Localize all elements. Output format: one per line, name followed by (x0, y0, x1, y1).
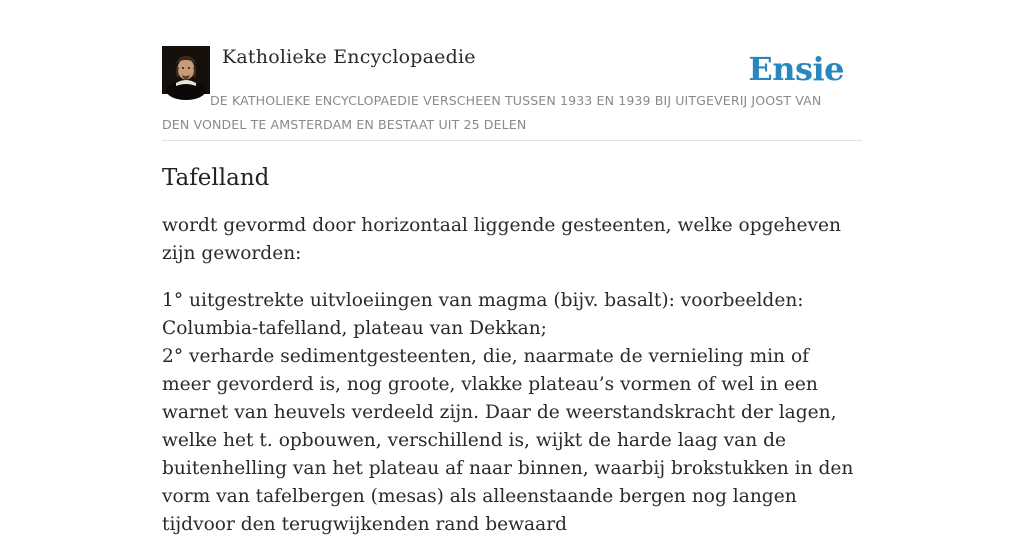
point-2: 2° verharde sedimentgesteenten, die, naarmate de vernieling min of meer gevorderd is, nog groote, vlakke plateau’s vormen of wel in een warnet van heuvels verdeeld zijn. Daar de weerstandskracht der lagen, welke het t. opbouwen, verschillend is, wijkt de harde laag van de buitenhelling van het plateau af naar binnen, waarbij brokstukken in den vorm van tafelbergen (mesas) als alleenstaande bergen nog langen tijdvoor den terugwijkenden rand bewaard (162, 346, 854, 535)
avatar[interactable] (162, 46, 210, 94)
site-description: DE KATHOLIEKE ENCYCLOPAEDIE VERSCHEEN TUSSEN 1933 EN 1939 BIJ UITGEVERIJ JOOST VAN DEN VONDEL TE AMSTERDAM EN BESTAAT UIT 25 DELEN (162, 93, 822, 132)
article-intro: wordt gevormd door horizontaal liggende gesteenten, welke opgeheven zijn geworden: (162, 215, 841, 264)
article-body (162, 287, 862, 539)
point-1: 1° uitgestrekte uitvloeiingen van magma (bijv. basalt): voorbeelden: Columbia-tafelland, plateau van Dekkan; (162, 290, 804, 339)
ensie-logo[interactable]: Ensie (748, 50, 844, 88)
article (162, 160, 862, 558)
site-title[interactable]: Katholieke Encyclopaedie (222, 46, 476, 68)
article-title: Tafelland (162, 165, 270, 191)
site-header (162, 46, 862, 141)
portrait-icon (162, 46, 210, 94)
